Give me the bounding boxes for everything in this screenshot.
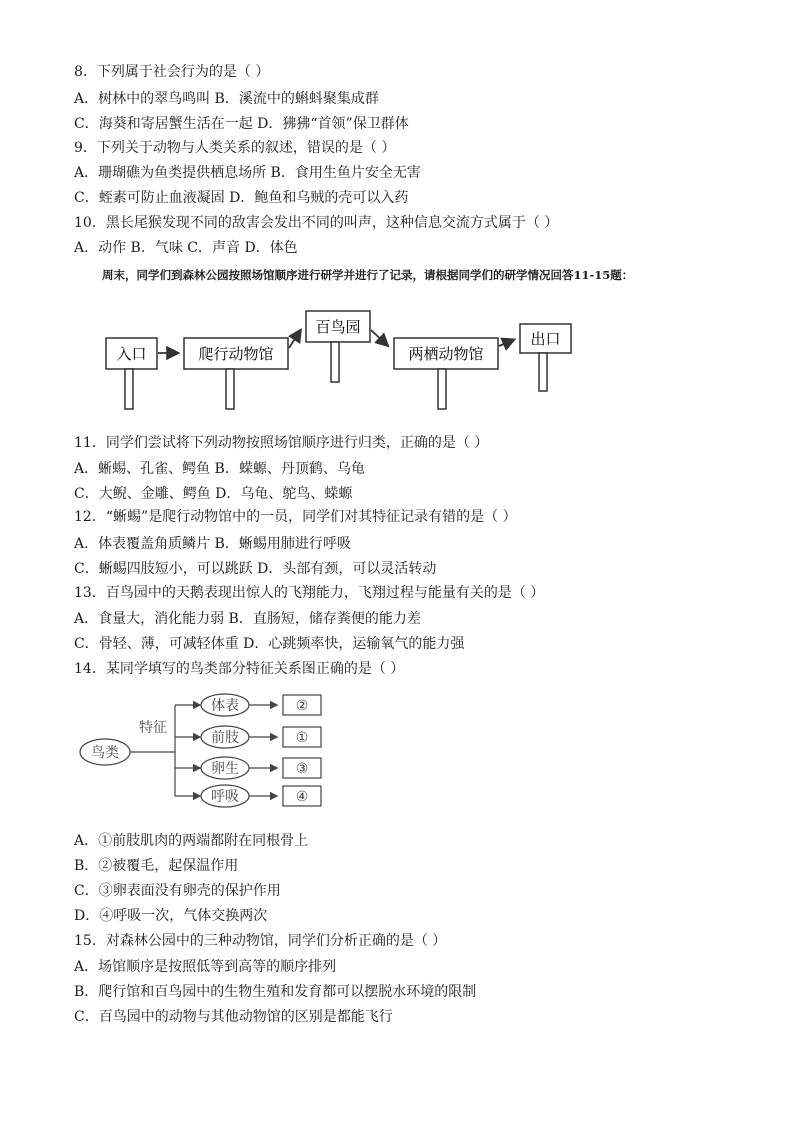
route-arrow-3 <box>371 330 387 345</box>
diagram-feature-1: 体表 <box>211 698 239 714</box>
q8-options-ab: A．树林中的翠鸟鸣叫 B．溪流中的蝌蚪聚集成群 <box>74 91 379 107</box>
q14-stem: 14．某同学填写的鸟类部分特征关系图正确的是（ ） <box>74 661 405 677</box>
route-amphibian-sign <box>394 338 498 409</box>
diagram-num-4: ④ <box>295 789 309 805</box>
q12-stem: 12．“蜥蜴”是爬行动物馆中的一员，同学们对其特征记录有错的是（ ） <box>74 509 517 525</box>
q14-option-b: B．②被覆毛，起保温作用 <box>74 858 239 874</box>
diagram-row-oviparous <box>175 757 321 779</box>
q10-stem: 10．黑长尾猴发现不同的敌害会发出不同的叫声，这种信息交流方式属于（ ） <box>74 215 559 231</box>
q14-option-c: C．③卵表面没有卵壳的保护作用 <box>74 883 281 899</box>
route-reptile-sign <box>184 338 288 409</box>
route-arrow-4 <box>499 340 513 346</box>
q11-options-cd: C．大鲵、金雕、鳄鱼 D．乌龟、鸵鸟、蝾螈 <box>74 486 353 502</box>
q13-stem: 13．百鸟园中的天鹅表现出惊人的飞翔能力，飞翔过程与能量有关的是（ ） <box>74 585 545 601</box>
q15-option-a: A．场馆顺序是按照低等到高等的顺序排列 <box>74 959 337 975</box>
diagram-row-body <box>175 694 321 716</box>
q8-options-cd: C．海葵和寄居蟹生活在一起 D．狒狒“首领”保卫群体 <box>74 116 409 132</box>
q15-option-c: C．百鸟园中的动物与其他动物馆的区别是都能飞行 <box>74 1009 393 1025</box>
route-exit-label: 出口 <box>530 330 561 348</box>
diagram-row-forelimb <box>175 726 321 748</box>
route-arrow-2 <box>289 331 300 348</box>
q15-option-b: B．爬行馆和百鸟园中的生物生殖和发育都可以摆脱水环境的限制 <box>74 984 477 1000</box>
diagram-feature-3: 卵生 <box>211 761 239 777</box>
q8-stem: 8．下列属于社会行为的是（ ） <box>74 64 270 80</box>
route-entrance-label: 入口 <box>116 345 147 363</box>
diagram-feature-4: 呼吸 <box>211 789 239 805</box>
diagram-num-3: ③ <box>295 761 309 777</box>
diagram-root-label: 鸟类 <box>91 745 119 761</box>
route-birds-sign <box>306 311 370 382</box>
q13-options-cd: C．骨轻、薄，可减轻体重 D．心跳频率快，运输氧气的能力强 <box>74 636 465 652</box>
route-reptile-label: 爬行动物馆 <box>198 345 274 363</box>
section-intro: 周末，同学们到森林公园按照场馆顺序进行研学并进行了记录，请根据同学们的研学情况回答11-15题： <box>102 268 634 282</box>
q11-options-ab: A．蜥蜴、孔雀、鳄鱼 B．蝾螈、丹顶鹤、乌龟 <box>74 461 365 477</box>
q9-stem: 9．下列关于动物与人类关系的叙述，错误的是（ ） <box>74 140 396 156</box>
diagram-feature-2: 前肢 <box>211 730 239 746</box>
q12-options-cd: C．蜥蜴四肢短小，可以跳跃 D．头部有颈，可以灵活转动 <box>74 561 437 577</box>
q11-stem: 11．同学们尝试将下列动物按照场馆顺序进行归类，正确的是（ ） <box>74 435 489 451</box>
bird-features-diagram <box>75 688 335 818</box>
diagram-num-2: ① <box>295 730 309 746</box>
q9-options-cd: C．蛭素可防止血液凝固 D．鲍鱼和乌贼的壳可以入药 <box>74 190 409 206</box>
route-diagram <box>95 300 595 415</box>
q10-options: A．动作 B．气味 C．声音 D．体色 <box>74 240 298 256</box>
diagram-feature-label: 特征 <box>139 720 167 736</box>
diagram-num-1: ② <box>295 698 309 714</box>
diagram-row-breathing <box>175 785 321 807</box>
route-amphibian-label: 两栖动物馆 <box>408 345 484 363</box>
q9-options-ab: A．珊瑚礁为鱼类提供栖息场所 B．食用生鱼片安全无害 <box>74 165 421 181</box>
q14-option-d: D．④呼吸一次，气体交换两次 <box>74 908 268 924</box>
q13-options-ab: A．食量大，消化能力弱 B．直肠短，储存粪便的能力差 <box>74 611 421 627</box>
route-birds-label: 百鸟园 <box>315 318 361 336</box>
route-exit-sign <box>520 324 571 391</box>
q14-option-a: A．①前肢肌肉的两端都附在同根骨上 <box>74 833 309 849</box>
route-entrance-sign <box>106 338 157 409</box>
q12-options-ab: A．体表覆盖角质鳞片 B．蜥蜴用肺进行呼吸 <box>74 536 351 552</box>
q15-stem: 15．对森林公园中的三种动物馆，同学们分析正确的是（ ） <box>74 933 447 949</box>
